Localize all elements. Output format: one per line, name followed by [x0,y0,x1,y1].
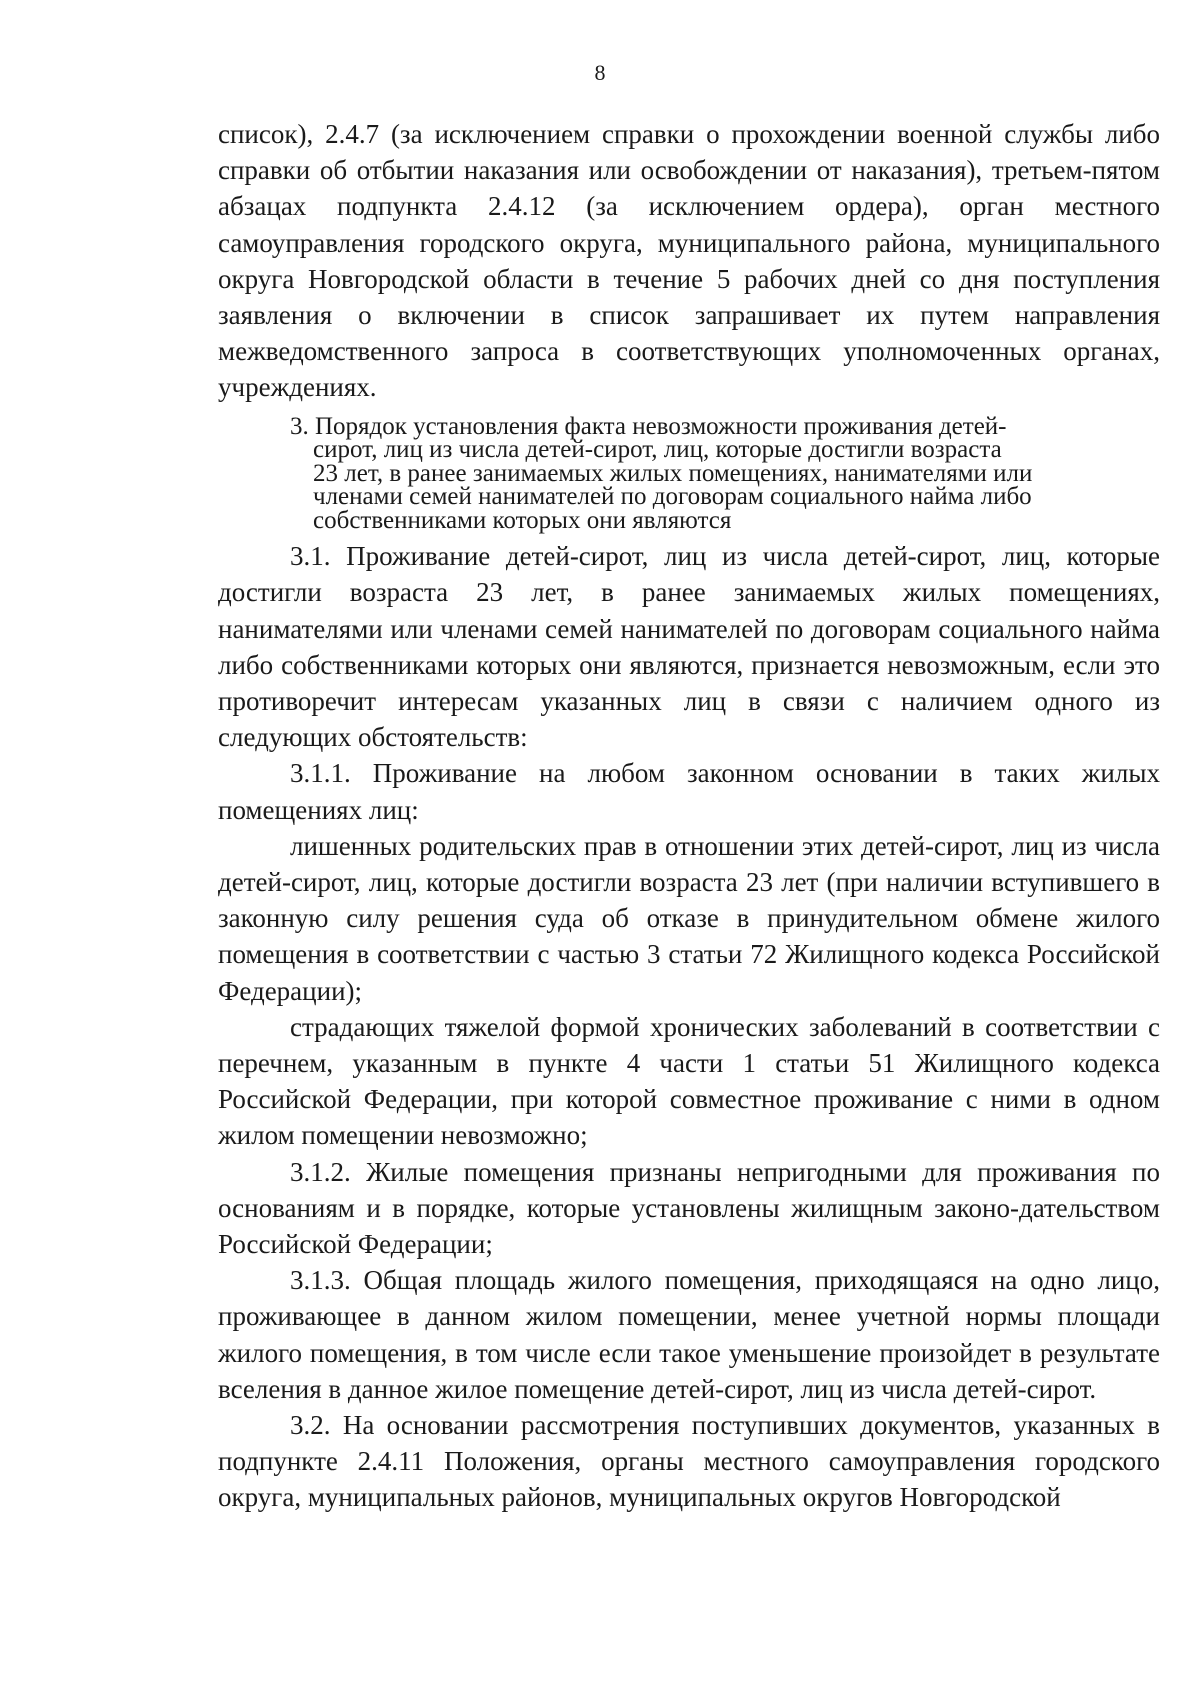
paragraph-3-1-3: 3.1.3. Общая площадь жилого помещения, приходящаяся на одно лицо, проживающее в данном жилом помещении, менее учетной нормы площади жилого помещения, в том числе если такое уменьшение произойдет в результате вселения в данное жилое помещение детей-сирот, лиц из числа детей-сирот. [218,1265,1160,1404]
section-heading-line: 3. Порядок установления факта невозможности проживания детей- [290,412,1007,440]
section-heading-line: 23 лет, в ранее занимаемых жилых помещениях, нанимателями или [313,459,1033,487]
section-heading-line: сирот, лиц из числа детей-сирот, лиц, которые достигли возраста [313,436,1002,464]
section-heading-line: членами семей нанимателей по договорам социального найма либо [313,483,1032,511]
paragraph-3-1: 3.1. Проживание детей-сирот, лиц из числа детей-сирот, лиц, которые достигли возраста 23 лет, в ранее занимаемых жилых помещениях, нанимателями или членами семей нанимателей по договорам социального найма либо собственниками которых они являются, признается невозможным, если это противоречит интересам указанных лиц в связи с наличием одного из следующих обстоятельств: [218,541,1160,753]
paragraph-3-2: 3.2. На основании рассмотрения поступивших документов, указанных в подпункте 2.4.11 Положения, органы местного самоуправления городского округа, муниципальных районов, муниципальных округов Новгородской [218,1410,1160,1513]
paragraph-continuation: список), 2.4.7 (за исключением справки о прохождении военной службы либо справки об отбытии наказания или освобождении от наказания), третьем-пятом абзацах подпункта 2.4.12 (за исключением ордера), орган местного самоуправления городского округа, муниципального района, муниципального округа Новгородской области в течение 5 рабочих дней со дня поступления заявления о включении в список запрашивает их путем направления межведомственного запроса в соответствующих уполномоченных органах, учреждениях. [218,119,1160,403]
paragraph-3-1-2: 3.1.2. Жилые помещения признаны непригодными для проживания по основаниям и в порядке, которые установлены жилищным законо-дательством Российской Федерации; [218,1156,1160,1259]
paragraph-chronic-diseases: страдающих тяжелой формой хронических заболеваний в соответствии с перечнем, указанным в пункте 4 части 1 статьи 51 Жилищного кодекса Российской Федерации, при которой совместное проживание с ними в одном жилом помещении невозможно; [218,1011,1160,1151]
paragraph-3-1-1: 3.1.1. Проживание на любом законном основании в таких жилых помещениях лиц: [218,758,1160,825]
section-heading [218,412,1160,534]
page-number: 8 [594,60,606,85]
section-heading-line: собственниками которых они являются [313,506,732,534]
document-body [218,116,1160,1516]
paragraph-deprived-parents: лишенных родительских прав в отношении этих детей-сирот, лиц из числа детей-сирот, лиц, которые достигли возраста 23 лет (при наличии вступившего в законную силу решения суда об отказе в принудительном обмене жилого помещения в соответствии с частью 3 статьи 72 Жилищного кодекса Российской Федерации); [218,830,1160,1006]
